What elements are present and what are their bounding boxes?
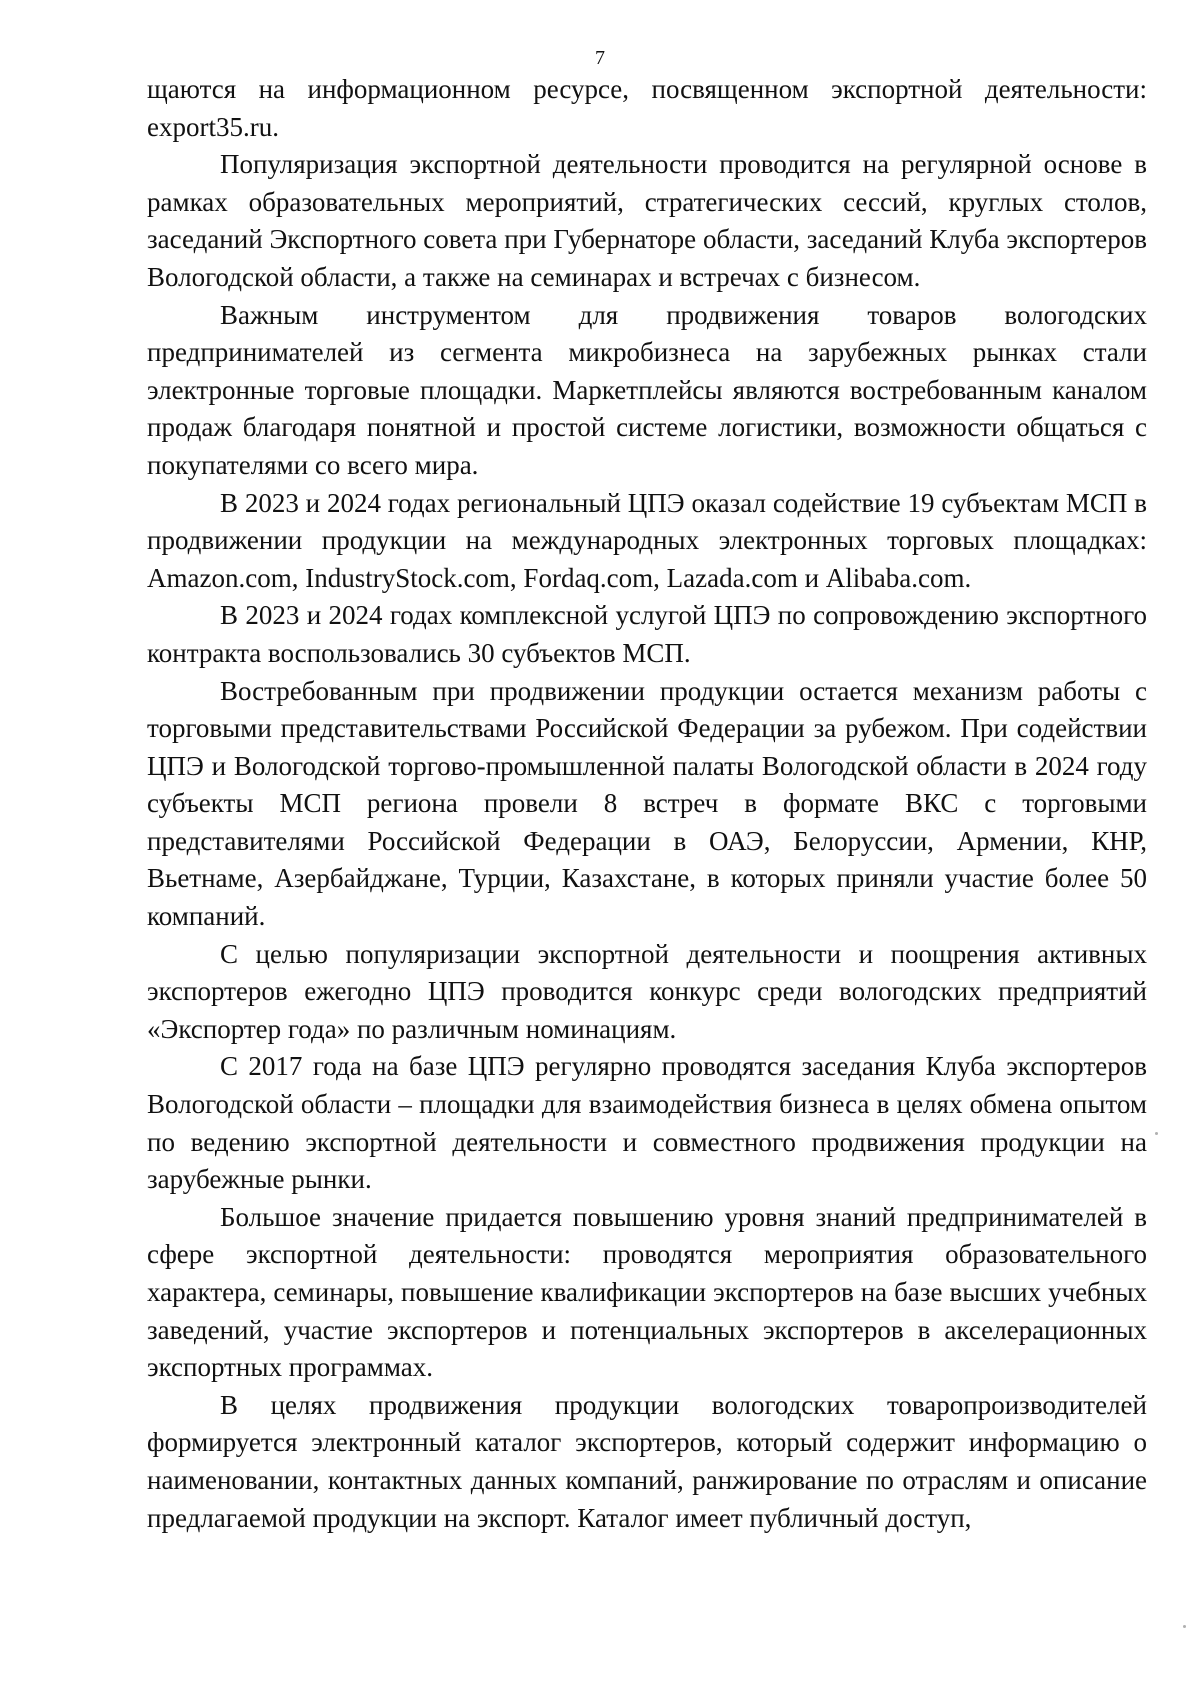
paragraph-2: Популяризация экспортной деятельности проводится на регулярной основе в рамках образовательных мероприятий, стратегических сессий, круглых столов, заседаний Экспортного совета при Губернаторе области, заседаний Клуба экспортеров Вологодской области, а также на семинарах и встречах с бизнесом.: [147, 149, 1147, 292]
paragraph-1: щаются на информационном ресурсе, посвященном экспортной деятельности: export35.ru.: [147, 74, 1147, 142]
paragraph-8: С 2017 года на базе ЦПЭ регулярно проводятся заседания Клуба экспортеров Вологодской области – площадки для взаимодействия бизнеса в целях обмена опытом по ведению экспортной деятельности и совместного продвижения продукции на зарубежные рынки.: [147, 1051, 1147, 1195]
page-number: 7: [595, 47, 605, 69]
paragraph-4: В 2023 и 2024 годах региональный ЦПЭ оказал содействие 19 субъектам МСП в продвижении продукции на международных электронных торговых площадках: Amazon.com, IndustryStock.com, Fordaq.com, Lazada.com и Alibaba.com.: [147, 487, 1147, 593]
paragraph-5: В 2023 и 2024 годах комплексной услугой ЦПЭ по сопровождению экспортного контракта воспользовались 30 субъектов МСП.: [147, 600, 1147, 668]
paragraph-9: Большое значение придается повышению уровня знаний предпринимателей в сфере экспортной деятельности: проводятся мероприятия образовательного характера, семинары, повышение квалификации экспортеров на базе высших учебных заведений, участие экспортеров и потенциальных экспортеров в акселерационных экспортных программах.: [147, 1201, 1147, 1383]
scan-speck: [1183, 1625, 1186, 1628]
paragraph-10: В целях продвижения продукции вологодских товаропроизводителей формируется электронный каталог экспортеров, который содержит информацию о наименовании, контактных данных компаний, ранжирование по отраслям и описание предлагаемой продукции на экспорт. Каталог имеет публичный доступ,: [147, 1389, 1147, 1533]
scan-speck: [1155, 1132, 1158, 1135]
paragraph-3: Важным инструментом для продвижения товаров вологодских предпринимателей из сегмента микробизнеса на зарубежных рынках стали электронные торговые площадки. Маркетплейсы являются востребованным каналом продаж благодаря понятной и простой системе логистики, возможности общаться с покупателями со всего мира.: [147, 299, 1147, 480]
body-text: [147, 71, 1147, 1537]
paragraph-6: Востребованным при продвижении продукции остается механизм работы с торговыми представительствами Российской Федерации за рубежом. При содействии ЦПЭ и Вологодской торгово-промышленной палаты Вологодской области в 2024 году субъекты МСП региона провели 8 встреч в формате ВКС с торговыми представителями Российской Федерации в ОАЭ, Белоруссии, Армении, КНР, Вьетнаме, Азербайджане, Турции, Казахстане, в которых приняли участие более 50 компаний.: [147, 675, 1147, 932]
paragraph-7: С целью популяризации экспортной деятельности и поощрения активных экспортеров ежегодно ЦПЭ проводится конкурс среди вологодских предприятий «Экспортер года» по различным номинациям.: [147, 938, 1147, 1044]
